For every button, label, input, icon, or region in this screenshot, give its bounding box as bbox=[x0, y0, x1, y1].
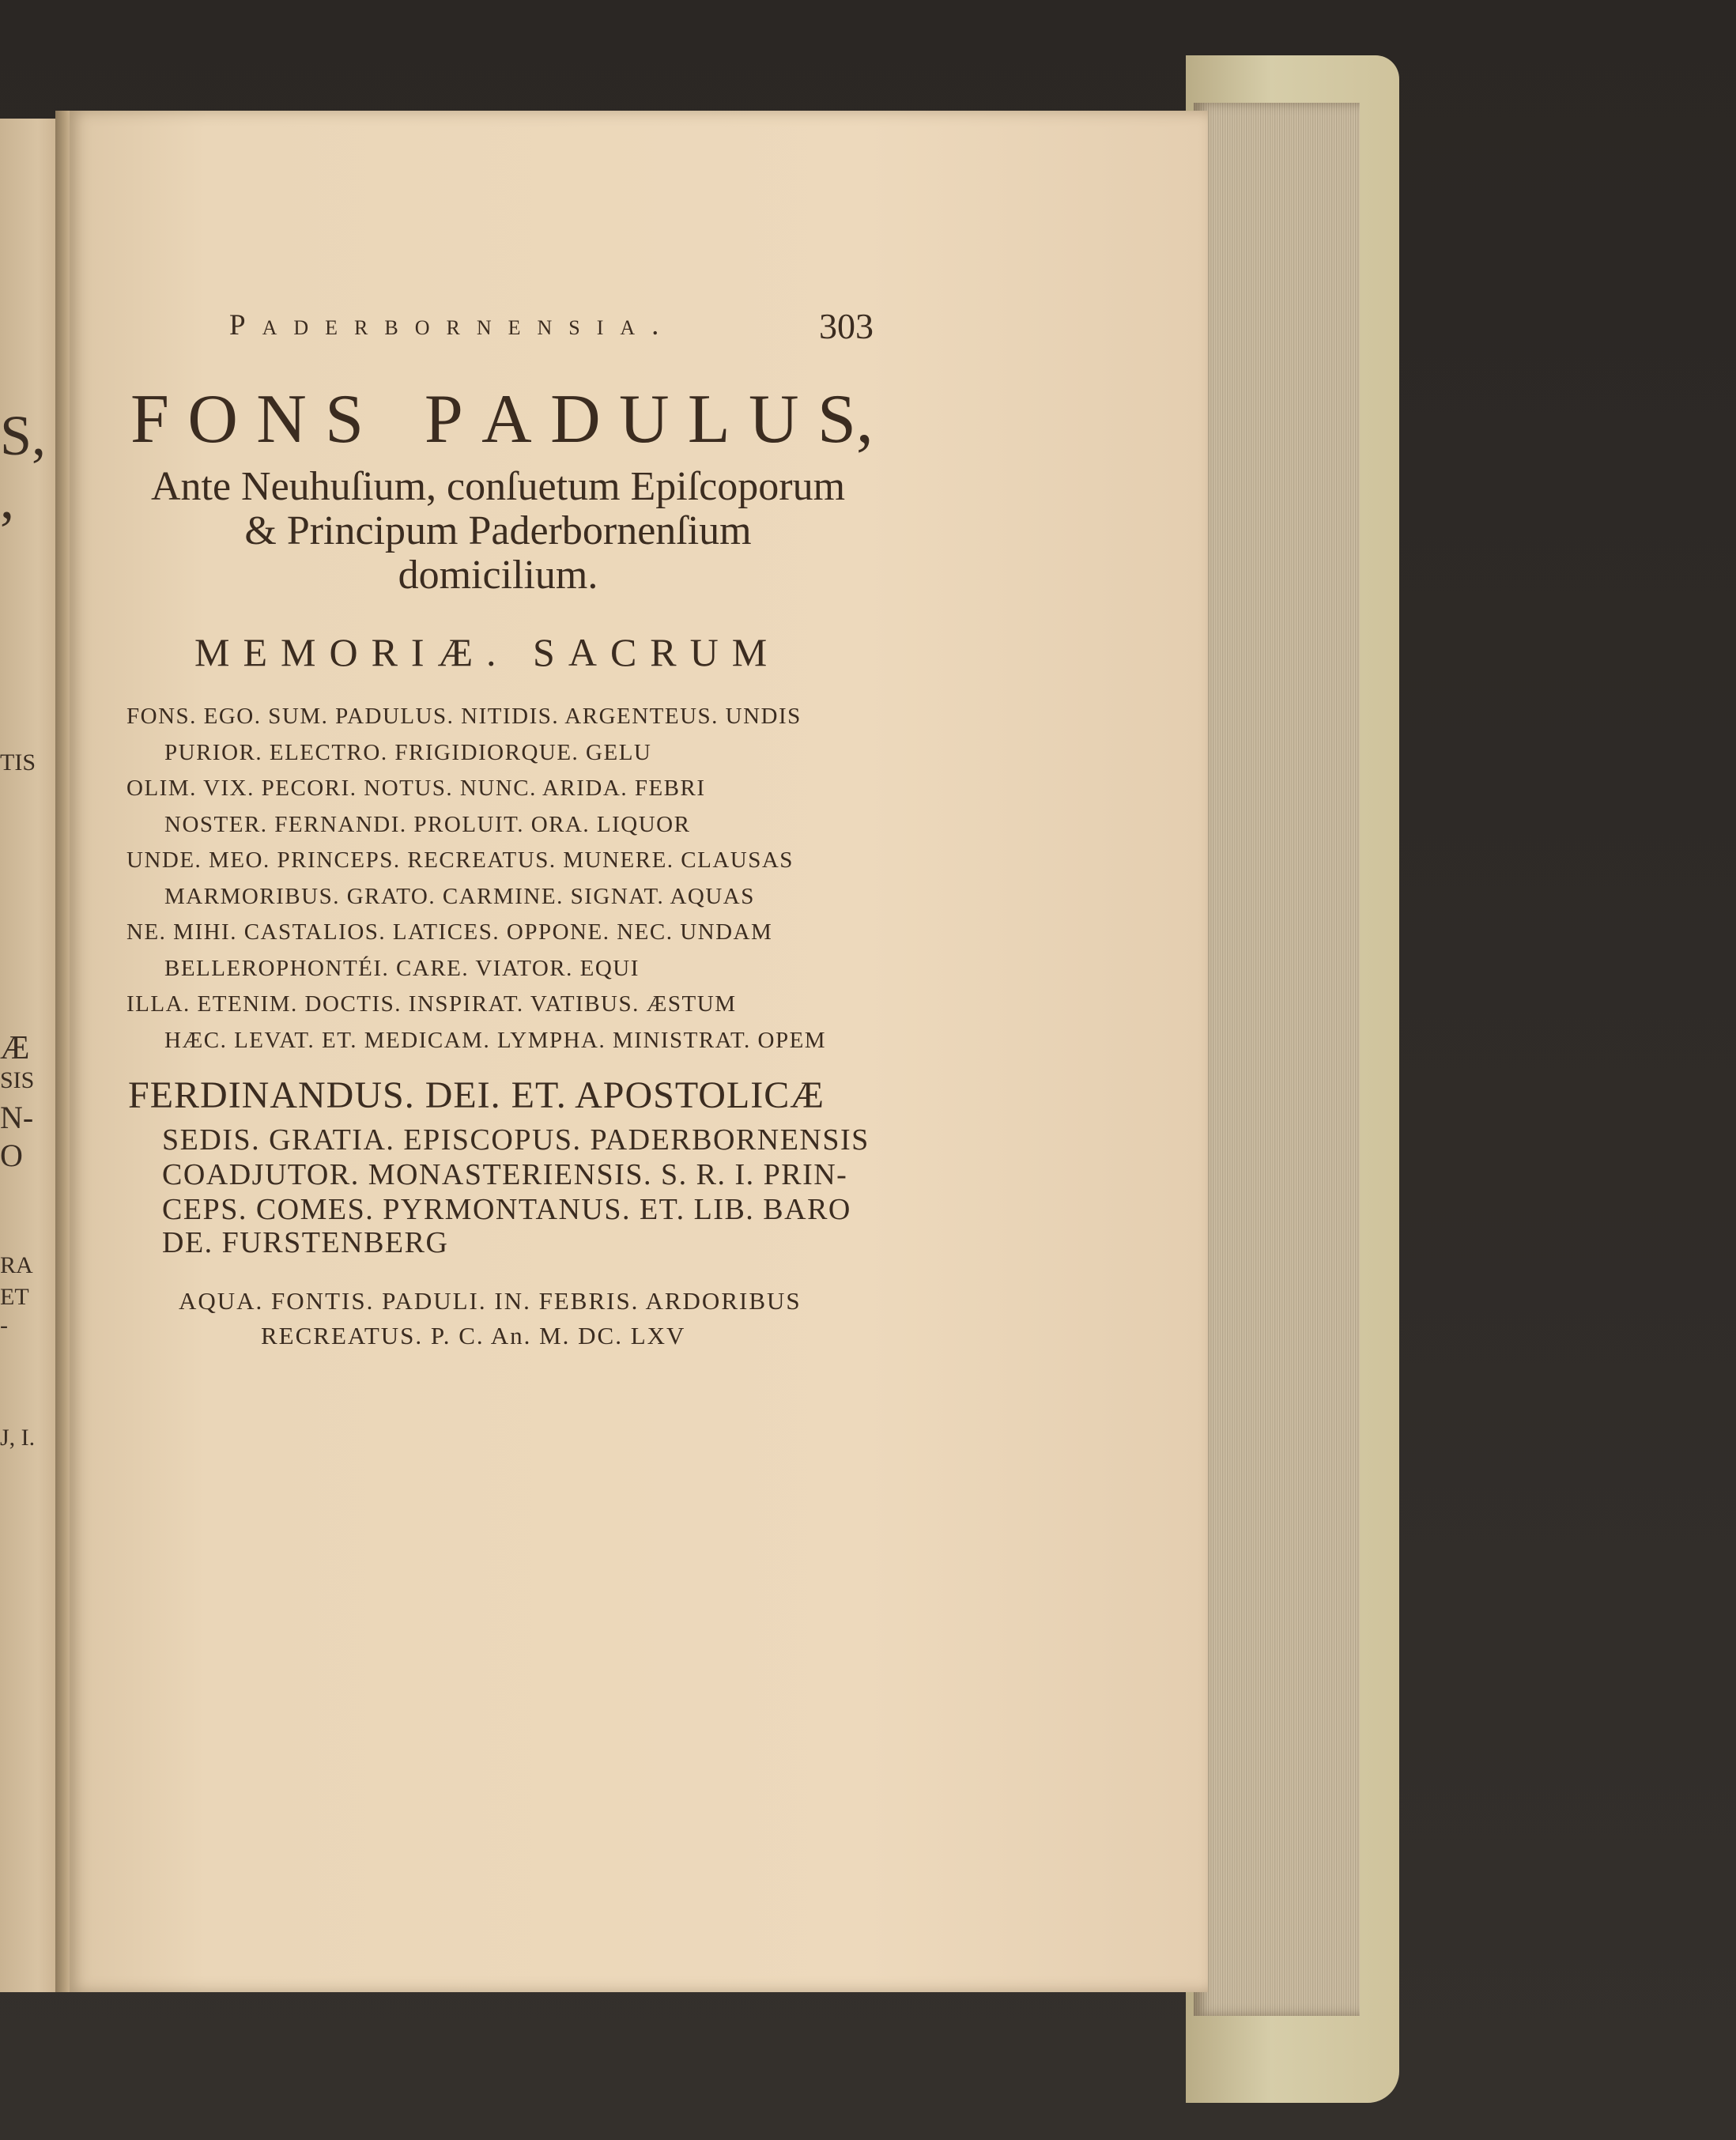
subtitle-line: domicilium. bbox=[398, 553, 598, 598]
title-letter: U bbox=[749, 381, 799, 458]
left-fragment: O bbox=[0, 1138, 23, 1173]
title-letter: O bbox=[187, 381, 238, 458]
dedication-line: CEPS. COMES. PYRMONTANUS. ET. LIB. BARO bbox=[162, 1193, 851, 1226]
left-fragment: N- bbox=[0, 1100, 34, 1135]
title-letter: S bbox=[325, 381, 364, 458]
verse-line: OLIM. VIX. PECORI. NOTUS. NUNC. ARIDA. FEBRI bbox=[126, 776, 706, 801]
subtitle-line: & Principum Paderbornenſium bbox=[244, 508, 752, 553]
left-fragment: - bbox=[0, 1312, 8, 1338]
subtitle bbox=[134, 465, 862, 598]
dedication-line: SEDIS. GRATIA. EPISCOPUS. PADERBORNENSIS bbox=[162, 1123, 870, 1157]
left-fragment: S, bbox=[0, 404, 47, 467]
verse-line: NE. MIHI. CASTALIOS. LATICES. OPPONE. NEC. UNDAM bbox=[126, 919, 773, 945]
title-letter: F bbox=[130, 381, 169, 458]
left-fragment: Æ bbox=[0, 1030, 30, 1066]
title-letter: N bbox=[256, 381, 307, 458]
left-fragment: J, I. bbox=[0, 1425, 36, 1451]
left-fragment: SIS bbox=[0, 1067, 35, 1093]
dedication-line: DE. FURSTENBERG bbox=[162, 1226, 449, 1259]
left-fragment: TIS bbox=[0, 749, 36, 776]
colophon-line: AQUA. FONTIS. PADULI. IN. FEBRIS. ARDORIBUS bbox=[179, 1287, 802, 1315]
page-number: 303 bbox=[819, 306, 874, 346]
verse-line: PURIOR. ELECTRO. FRIGIDIORQUE. GELU bbox=[164, 740, 652, 765]
section-heading: MEMORIÆ. SACRUM bbox=[194, 630, 781, 674]
left-page bbox=[0, 119, 63, 1992]
left-fragment: , bbox=[0, 467, 14, 530]
title-letter: A bbox=[481, 381, 532, 458]
left-fragment: RA bbox=[0, 1252, 33, 1278]
verse-line: HÆC. LEVAT. ET. MEDICAM. LYMPHA. MINISTRAT. OPEM bbox=[164, 1028, 827, 1053]
verse-line: ILLA. ETENIM. DOCTIS. INSPIRAT. VATIBUS. ÆSTUM bbox=[126, 991, 737, 1017]
title-letter: S, bbox=[817, 381, 874, 458]
verse-line: BELLEROPHONTÉI. CARE. VIATOR. EQUI bbox=[164, 956, 640, 981]
verse-line: FONS. EGO. SUM. PADULUS. NITIDIS. ARGENTEUS. UNDIS bbox=[126, 704, 802, 729]
colophon-line: RECREATUS. P. C. An. M. DC. LXV bbox=[261, 1322, 686, 1349]
title-letter: L bbox=[687, 381, 730, 458]
verse-line: UNDE. MEO. PRINCEPS. RECREATUS. MUNERE. CLAUSAS bbox=[126, 847, 794, 873]
page-block-edges bbox=[1194, 103, 1360, 2016]
title-letter: U bbox=[618, 381, 670, 458]
left-fragment: ET bbox=[0, 1284, 29, 1310]
page-title bbox=[130, 379, 874, 459]
dedication-lead: FERDINANDUS. DEI. ET. APOSTOLICÆ bbox=[128, 1074, 825, 1116]
title-letter: P bbox=[424, 381, 463, 458]
subtitle-line: Ante Neuhuſium, conſuetum Epiſcoporum bbox=[150, 464, 846, 509]
dedication-line: COADJUTOR. MONASTERIENSIS. S. R. I. PRIN- bbox=[162, 1158, 848, 1191]
running-head: Paderbornensia. bbox=[229, 309, 676, 342]
title-letter: D bbox=[550, 381, 601, 458]
verse-line: MARMORIBUS. GRATO. CARMINE. SIGNAT. AQUAS bbox=[164, 884, 755, 909]
verse-line: NOSTER. FERNANDI. PROLUIT. ORA. LIQUOR bbox=[164, 812, 691, 837]
